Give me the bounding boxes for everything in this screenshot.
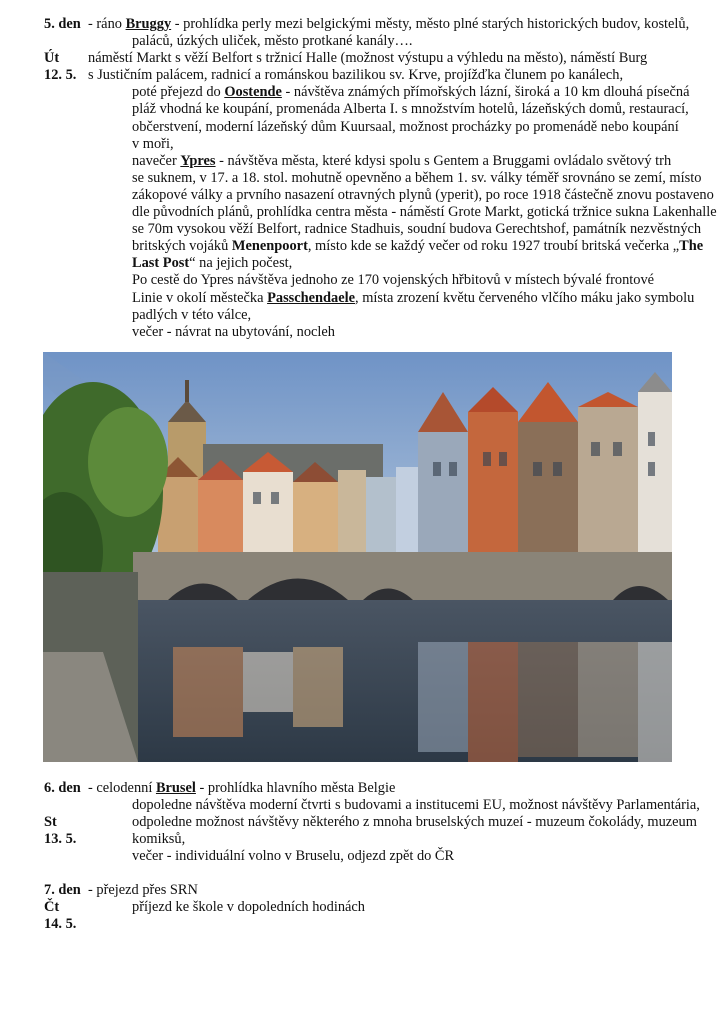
stone-bridge <box>133 552 672 600</box>
day5-line-10: se suknem, v 17. a 18. stol. mohutně opevněno a během 1. sv. války téměř srovnáno se zemí, místo <box>132 169 702 186</box>
day5-line-12: dle původních plánů, prohlídka centra města - náměstí Grote Markt, gotická tržnice sukna Lakenhalle <box>132 204 717 221</box>
day5-line-2: paláců, úzkých uliček, město protkané kanály…. <box>132 33 413 50</box>
day5-text <box>88 16 717 341</box>
day5-line-3: náměstí Markt s věží Belfort s tržnicí Halle (možnost výstupu a výhledu na město), náměstí Burg <box>88 50 648 67</box>
day5-line-4: s Justičním palácem, radnicí a románskou bazilikou sv. Krve, projížďka člunem po kanálech, <box>88 67 624 84</box>
day6-text <box>88 780 700 865</box>
day5-line-15: Last Post“ na jejich počest, <box>132 255 293 272</box>
day5-line-7: občerstvení, moderní lázeňský dům Kuursaal, možnost procházky po promenádě nebo koupání <box>132 118 679 135</box>
day7-label: 7. den <box>44 882 81 898</box>
day6-line-3: odpoledne možnost návštěvy některého z mnoha bruselských muzeí - muzeum čokolády, muzeum <box>132 814 697 831</box>
day5-line-6: pláž vhodná ke koupání, promenáda Alberta I. s množstvím hotelů, lázeňských domů, restaurací, <box>132 101 689 118</box>
day6-date: 13. 5. <box>44 831 77 847</box>
day5-line-5: poté přejezd do Oostende - návštěva známých přímořských lázní, široká a 10 km dlouhá písečná <box>132 84 690 101</box>
place-oostende: Oostende <box>224 84 282 101</box>
day5-line-11: zákopové války a prvního nasazení otravných plynů (yperit), po roce 1918 částečně znovu postaveno <box>132 186 714 203</box>
day5-line-19: večer - návrat na ubytování, nocleh <box>132 323 335 340</box>
day7-weekday: Čt <box>44 899 60 915</box>
day6-line-2: dopoledne návštěva moderní čtvrti s budovami a institucemi EU, možnost návštěvy Parlamentária, <box>132 797 700 814</box>
last-post: Last Post <box>132 255 190 272</box>
day7-line-1: - přejezd přes SRN <box>88 882 198 898</box>
day6-line-4: komiksů, <box>132 831 186 848</box>
day5-line-9: navečer Ypres - návštěva města, které kdysi spolu s Gentem a Bruggami ovládalo světový trh <box>132 152 672 169</box>
day5-line-18: padlých v této válce, <box>132 306 252 323</box>
day7-text <box>88 882 688 916</box>
day5-date: 12. 5. <box>44 67 77 83</box>
place-bruggy: Bruggy <box>125 16 172 32</box>
day6-line-5: večer - individuální volno v Bruselu, odjezd zpět do ČR <box>132 848 455 865</box>
day5-line-16: Po cestě do Ypres návštěva jednoho ze 170 vojenských hřbitovů v místech bývalé frontové <box>132 272 655 289</box>
day5-line-1: - ráno Bruggy - prohlídka perly mezi belgickými městy, město plné starých historických budov, kostelů, <box>88 16 690 32</box>
place-menenpoort: Menenpoort <box>231 238 308 255</box>
place-passchendaele: Passchendaele <box>267 289 356 306</box>
place-brusel: Brusel <box>155 780 196 796</box>
day7-line-2: příjezd ke škole v dopoledních hodinách <box>132 899 365 916</box>
day5-line-8: v moři, <box>132 135 174 152</box>
day5-line-13: se 70m vysokou věží Belfort, radnice Stadhuis, soudní budova Gerechtshof, památník nezvěstných <box>132 221 702 238</box>
day6-line-1: - celodenní Brusel - prohlídka hlavního města Belgie <box>88 780 396 796</box>
bruges-canal-photo <box>43 352 672 762</box>
day5-line-17: Linie v okolí městečka Passchendaele, místa zrození květu červeného vlčího máku jako symbolu <box>132 289 695 306</box>
day5-label: 5. den <box>44 16 81 32</box>
day7-date: 14. 5. <box>44 916 77 932</box>
day6-label: 6. den <box>44 780 81 796</box>
day6-weekday: St <box>44 814 57 830</box>
day5-weekday: Út <box>44 50 60 66</box>
day5-line-14: britských vojáků Menenpoort, místo kde se každý večer od roku 1927 troubí britská večerka „The <box>132 238 704 255</box>
place-ypres: Ypres <box>180 152 216 169</box>
bruges-canal-illustration <box>43 352 672 762</box>
